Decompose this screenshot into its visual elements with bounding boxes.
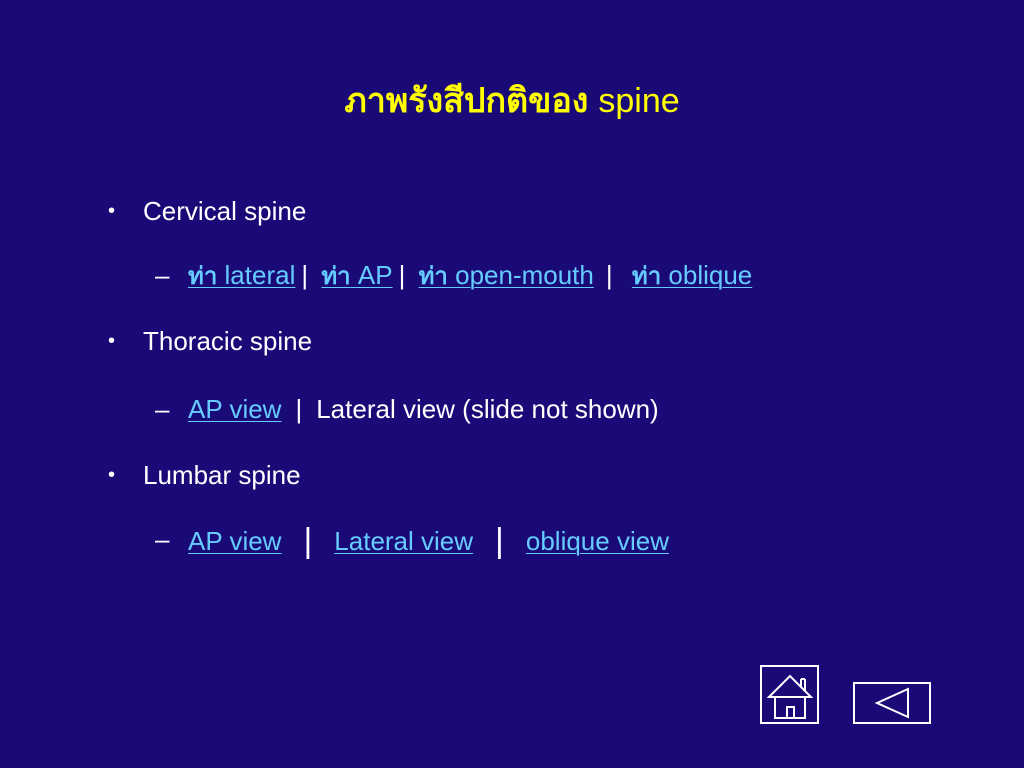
bullet-dot: •	[108, 200, 116, 222]
link-cervical-oblique[interactable]: ท่า oblique	[631, 260, 753, 290]
home-icon	[762, 667, 817, 722]
bullet-dot: •	[108, 330, 116, 352]
lumbar-links	[188, 522, 669, 558]
link-cervical-open-mouth[interactable]: ท่า open-mouth	[418, 260, 594, 290]
bullet-dot: •	[108, 464, 116, 486]
heading-thoracic-spine: Thoracic spine	[143, 326, 313, 356]
back-triangle-icon	[855, 684, 929, 722]
slide-title-latin: spine	[598, 82, 680, 120]
cervical-links	[188, 258, 752, 293]
link-cervical-ap[interactable]: ท่า AP	[321, 260, 393, 290]
slide-title	[0, 76, 1024, 125]
thoracic-links	[188, 392, 659, 426]
link-thoracic-ap-view[interactable]: AP view	[188, 394, 282, 424]
separator: |	[295, 394, 303, 424]
link-lumbar-oblique-view[interactable]: oblique view	[525, 526, 669, 556]
separator: |	[605, 260, 613, 290]
home-button[interactable]	[760, 665, 819, 724]
slide-title-thai: ภาพรังสีปกติของ	[344, 81, 589, 121]
thoracic-lateral-note: Lateral view (slide not shown)	[316, 394, 659, 424]
separator: |	[398, 260, 406, 290]
back-button[interactable]	[853, 682, 931, 724]
separator: |	[301, 260, 309, 290]
link-cervical-lateral[interactable]: ท่า lateral	[188, 260, 296, 290]
separator: |	[303, 522, 313, 560]
separator: |	[495, 522, 504, 560]
dash-marker: –	[155, 524, 170, 554]
dash-marker: –	[155, 260, 170, 290]
link-lumbar-lateral-view[interactable]: Lateral view	[334, 526, 474, 556]
heading-lumbar-spine: Lumbar spine	[143, 460, 301, 490]
heading-cervical-spine: Cervical spine	[143, 196, 307, 226]
link-lumbar-ap-view[interactable]: AP view	[188, 526, 282, 556]
dash-marker: –	[155, 394, 170, 424]
